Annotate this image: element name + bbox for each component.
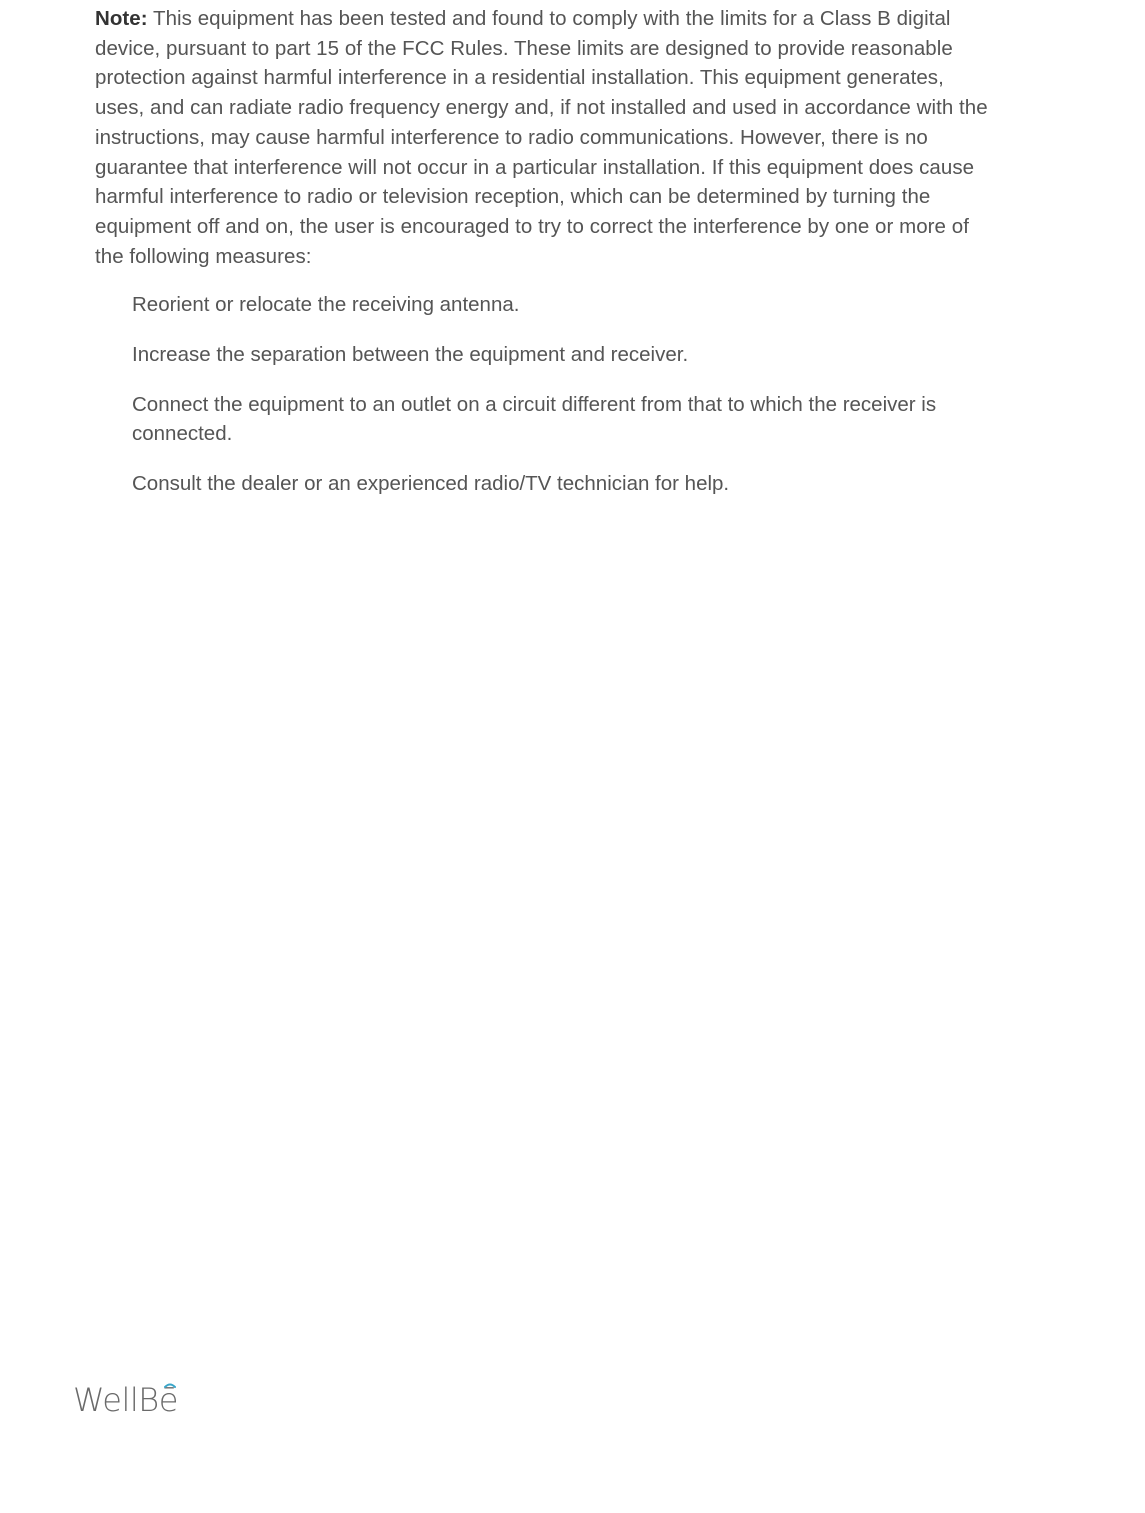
list-item: Consult the dealer or an experienced radio/TV technician for help.	[132, 472, 730, 496]
logo-accent-icon	[164, 1382, 176, 1388]
list-item: Increase the separation between the equipment and receiver.	[132, 343, 689, 367]
wellbe-logo	[73, 1380, 178, 1420]
fcc-notice	[95, 4, 995, 499]
note-label: Note:	[95, 7, 148, 30]
list-item: Connect the equipment to an outlet on a circuit different from that to which the receiver is connected.	[132, 392, 937, 446]
note-text: This equipment has been tested and found to comply with the limits for a Class B digital device, pursuant to part 15 of the FCC Rules. These limits are designed to provide reasonable protection against harmful interference in a residential installation. This equipment generates, uses, and can radiate radio frequency energy and, if not installed and used in accordance with the instructions, may cause harmful interference to radio communications. However, there is no guarantee that interference will not occur in a particular installation. If this equipment does cause harmful interference to radio or television reception, which can be determined by turning the equipment off and on, the user is encouraged to try to correct the interference by one or more of the following measures:	[95, 7, 988, 268]
list-item: Reorient or relocate the receiving antenna.	[132, 293, 520, 317]
measures-list	[95, 290, 995, 499]
logo-text: WellBē	[73, 1381, 178, 1419]
note-paragraph	[95, 4, 995, 271]
